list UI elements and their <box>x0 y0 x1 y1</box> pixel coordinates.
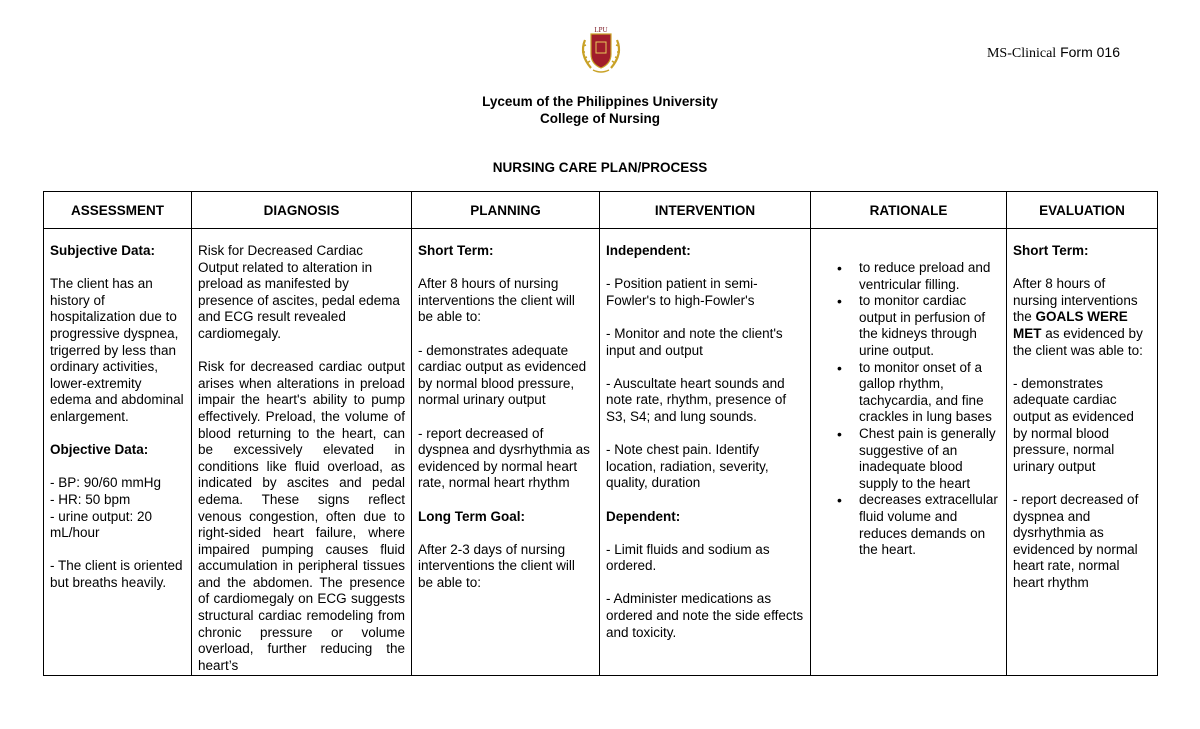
column-header-rationale: RATIONALE <box>811 192 1007 229</box>
university-seal-icon <box>575 22 627 74</box>
rationale-item: • to monitor cardiac output in perfusion of the kidneys through urine output. <box>859 293 1000 359</box>
intervention-item: - Note chest pain. Identify location, radiation, severity, quality, duration <box>606 442 769 491</box>
evaluation-result: - demonstrates adequate cardiac output as evidenced by normal blood pressure, normal urinary output <box>1013 375 1134 474</box>
evaluation-intro-before: After 8 hours of nursing interventions the <box>1013 276 1138 325</box>
intervention-item: - Monitor and note the client's input and output <box>606 325 783 358</box>
care-plan-table <box>43 191 1158 676</box>
evaluation-short-label: Short Term: <box>1013 243 1089 258</box>
column-header-planning: PLANNING <box>412 192 600 229</box>
rationale-cell <box>811 229 1007 676</box>
rationale-list <box>817 260 1000 559</box>
rationale-item: • to reduce preload and ventricular filling. <box>859 260 1000 293</box>
rationale-item: • to monitor onset of a gallop rhythm, tachycardia, and fine crackles in lung bases <box>859 360 1000 426</box>
intervention-cell <box>600 229 811 676</box>
planning-short-intro: After 8 hours of nursing interventions the client will be able to: <box>418 276 575 325</box>
table-row <box>44 229 1158 676</box>
university-name: Lyceum of the Philippines University <box>482 94 718 109</box>
planning-long-label: Long Term Goal: <box>418 508 525 524</box>
page-title: NURSING CARE PLAN/PROCESS <box>492 160 708 175</box>
objective-item: - BP: 90/60 mmHg <box>50 475 162 491</box>
diagnosis-cell <box>192 229 412 676</box>
column-header-diagnosis: DIAGNOSIS <box>192 192 412 229</box>
form-code-prefix: MS-Clinical <box>986 46 1057 61</box>
column-header-evaluation: EVALUATION <box>1007 192 1158 229</box>
column-header-assessment: ASSESSMENT <box>44 192 192 229</box>
subjective-text: The client has an history of hospitalization due to progressive dyspnea, trigerred by less than ordinary activities, lower-extremity edema and abdominal enlargement. <box>50 276 184 424</box>
goals-met-text: GOALS WERE MET <box>1013 309 1128 341</box>
subjective-label: Subjective Data: <box>50 243 156 258</box>
evaluation-cell <box>1007 229 1158 676</box>
independent-label: Independent: <box>606 243 691 258</box>
rationale-item: • decreases extracellular fluid volume and reduces demands on the heart. <box>859 492 1000 558</box>
planning-goal: - report decreased of dyspnea and dysrhythmia as evidenced by normal heart rate, normal heart rhythm <box>418 425 590 491</box>
logo-text: LPU <box>594 26 608 34</box>
planning-long-intro: After 2-3 days of nursing interventions the client will be able to: <box>418 541 575 590</box>
assessment-note: - The client is oriented but breaths heavily. <box>50 558 183 590</box>
objective-label: Objective Data: <box>50 442 149 458</box>
intervention-item: - Position patient in semi-Fowler's to high-Fowler's <box>606 276 758 308</box>
college-name: College of Nursing <box>539 111 660 126</box>
evaluation-intro <box>1013 276 1151 359</box>
planning-short-label: Short Term: <box>418 243 494 258</box>
evaluation-result: - report decreased of dyspnea and dysrhythmia as evidenced by normal heart rate, normal heart rhythm <box>1013 491 1139 590</box>
intervention-item: - Auscultate heart sounds and note rate, rhythm, presence of S3, S4; and lung sounds. <box>606 375 787 424</box>
column-header-intervention: INTERVENTION <box>600 192 811 229</box>
objective-item: - HR: 50 bpm <box>50 491 131 507</box>
form-code <box>987 44 1120 62</box>
diagnosis-statement: Risk for Decreased Cardiac Output related to alteration in preload as manifested by presence of ascites, pedal edema and ECG result revealed cardiomegaly. <box>198 243 400 341</box>
intervention-item: - Limit fluids and sodium as ordered. <box>606 541 770 574</box>
dependent-label: Dependent: <box>606 508 681 524</box>
evaluation-intro-after: as evidenced by the client was able to: <box>1013 325 1143 358</box>
table-header-row <box>44 192 1158 229</box>
planning-goal: - demonstrates adequate cardiac output as evidenced by normal blood pressure, normal urinary output <box>418 342 587 408</box>
planning-cell <box>412 229 600 676</box>
rationale-item: • Chest pain is generally suggestive of an inadequate blood supply to the heart <box>859 426 1000 492</box>
diagnosis-explanation: Risk for decreased cardiac output arises when alterations in preload impair the heart's ability to pump effectively. Preload, the volume of blood returning to the heart, can be excessively elevated in conditions like fluid overload, as indicated by ascites and pedal edema. These signs reflect venous congestion, often due to right-sided heart failure, where impaired pumping causes fluid accumulation in peripheral tissues and the abdomen. The presence of cardiomegaly on ECG suggests structural cardiac remodeling from chronic pressure or volume overload, further reducing the heart’s <box>198 359 405 673</box>
assessment-cell <box>44 229 192 676</box>
intervention-item: - Administer medications as ordered and note the side effects and toxicity. <box>606 591 804 640</box>
objective-item: - urine output: 20 mL/hour <box>50 508 153 541</box>
form-code-suffix: Form 016 <box>1060 44 1120 60</box>
